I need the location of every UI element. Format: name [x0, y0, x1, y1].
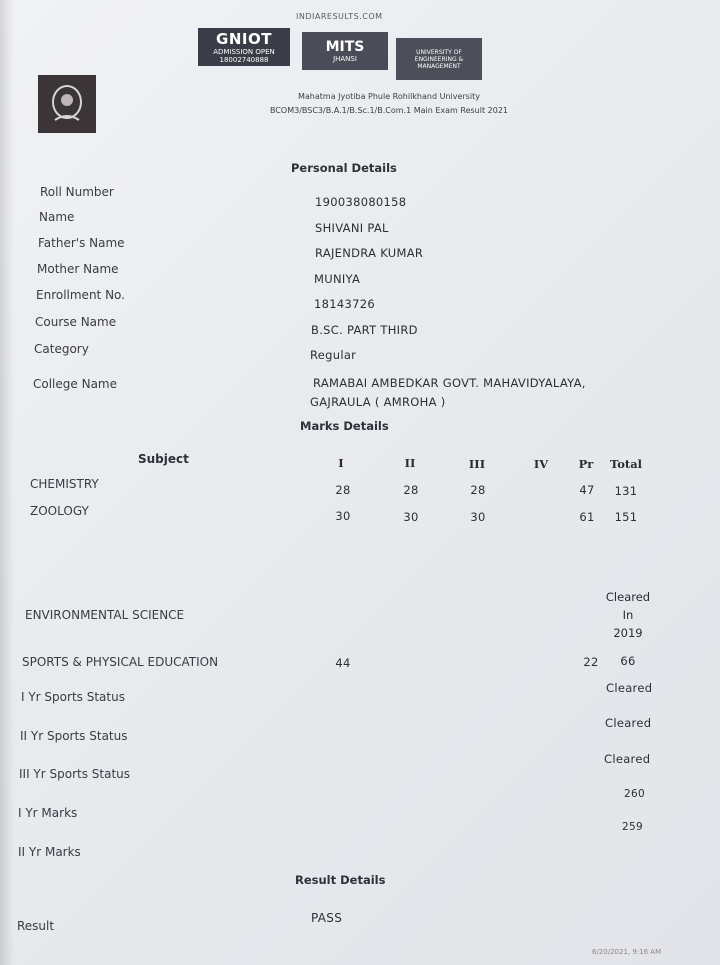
column-i: I: [338, 456, 344, 470]
sports-marks-pr: 22: [583, 655, 599, 669]
column-subject: Subject: [138, 452, 189, 466]
university-logo: [38, 75, 96, 133]
gniot-ad-line1: ADMISSION OPEN: [213, 48, 275, 56]
environmental-science-status: [600, 588, 656, 642]
table-cell-i: 28: [335, 483, 351, 497]
column-iv: IV: [533, 457, 549, 471]
table-cell-pr: 61: [579, 510, 595, 524]
roll-number-label: Roll Number: [40, 185, 114, 199]
page-shadow: [0, 0, 14, 965]
column-pr: Pr: [578, 457, 594, 471]
enrollment-value: 18143726: [314, 297, 375, 311]
course-name-value: B.SC. PART THIRD: [311, 323, 418, 337]
result-value: PASS: [311, 911, 343, 925]
table-row-subject: ZOOLOGY: [30, 504, 89, 518]
status-row-label: III Yr Sports Status: [19, 767, 131, 781]
gniot-ad-banner[interactable]: [198, 28, 290, 66]
print-timestamp: 6/20/2021, 9:16 AM: [592, 948, 662, 956]
status-row-value: Cleared: [606, 681, 653, 695]
sports-marks-total: 66: [620, 654, 636, 668]
result-details-heading: Result Details: [295, 873, 386, 887]
column-iii: III: [468, 457, 486, 471]
status-row-value: 260: [624, 788, 645, 800]
gniot-ad-line2: 18002740888: [219, 56, 269, 64]
result-label: Result: [17, 919, 55, 933]
college-name-value: RAMABAI AMBEDKAR GOVT. MAHAVIDYALAYA,: [313, 376, 586, 390]
table-cell-ii: 28: [403, 483, 419, 497]
mits-ad-line1: JHANSI: [333, 55, 357, 63]
university-ad-banner[interactable]: [396, 38, 482, 80]
column-ii: II: [404, 456, 416, 470]
table-cell-ii: 30: [403, 510, 419, 524]
env-status-line3: 2019: [613, 626, 643, 640]
table-cell-iii: 30: [470, 510, 486, 524]
status-row-value: 259: [622, 821, 643, 833]
table-cell-total: 151: [614, 510, 638, 524]
fathers-name-value: RAJENDRA KUMAR: [315, 246, 424, 260]
name-value: SHIVANI PAL: [315, 221, 389, 235]
name-label: Name: [39, 210, 75, 224]
univ-ad-line1: UNIVERSITY OF: [416, 48, 462, 56]
mits-ad-name: MITS: [325, 39, 365, 55]
college-name-label: College Name: [33, 377, 117, 391]
table-row-subject: CHEMISTRY: [30, 477, 99, 491]
enrollment-label: Enrollment No.: [36, 288, 125, 302]
table-cell-total: 131: [614, 484, 638, 498]
status-row-value: Cleared: [605, 716, 652, 730]
university-name: Mahatma Jyotiba Phule Rohilkhand University: [298, 92, 480, 101]
personal-details-heading: Personal Details: [291, 161, 397, 175]
table-cell-i: 30: [335, 509, 351, 523]
env-status-line2: In: [622, 608, 634, 622]
status-row-value: Cleared: [604, 752, 651, 766]
gniot-ad-name: GNIOT: [216, 30, 272, 48]
univ-ad-line3: MANAGEMENT: [417, 62, 461, 70]
category-value: Regular: [310, 348, 357, 362]
sports-subject-label: SPORTS & PHYSICAL EDUCATION: [22, 655, 219, 669]
course-name-label: Course Name: [35, 315, 117, 329]
mits-ad-banner[interactable]: [302, 32, 388, 70]
status-row-label: II Yr Sports Status: [20, 729, 128, 743]
table-cell-pr: 47: [579, 483, 595, 497]
emblem-icon: [47, 82, 87, 126]
env-status-line1: Cleared: [605, 590, 651, 604]
site-name: INDIARESULTS.COM: [296, 12, 383, 21]
mother-name-label: Mother Name: [37, 262, 119, 276]
sports-marks-i: 44: [335, 656, 351, 670]
environmental-science-label: ENVIRONMENTAL SCIENCE: [25, 608, 185, 622]
college-name-value-line2: GAJRAULA ( AMROHA ): [310, 395, 446, 409]
univ-ad-line2: ENGINEERING &: [414, 55, 464, 63]
mother-name-value: MUNIYA: [314, 272, 361, 286]
marks-details-heading: Marks Details: [300, 419, 389, 433]
table-cell-iii: 28: [470, 483, 486, 497]
roll-number-value: 190038080158: [315, 195, 407, 209]
column-total: Total: [609, 457, 643, 471]
fathers-name-label: Father's Name: [38, 236, 125, 250]
category-label: Category: [34, 342, 89, 356]
status-row-label: I Yr Sports Status: [21, 690, 125, 704]
status-row-label: II Yr Marks: [18, 845, 81, 859]
status-row-label: I Yr Marks: [18, 806, 78, 820]
exam-title: BCOM3/BSC3/B.A.1/B.Sc.1/B.Com.1 Main Exam Result 2021: [270, 106, 509, 115]
